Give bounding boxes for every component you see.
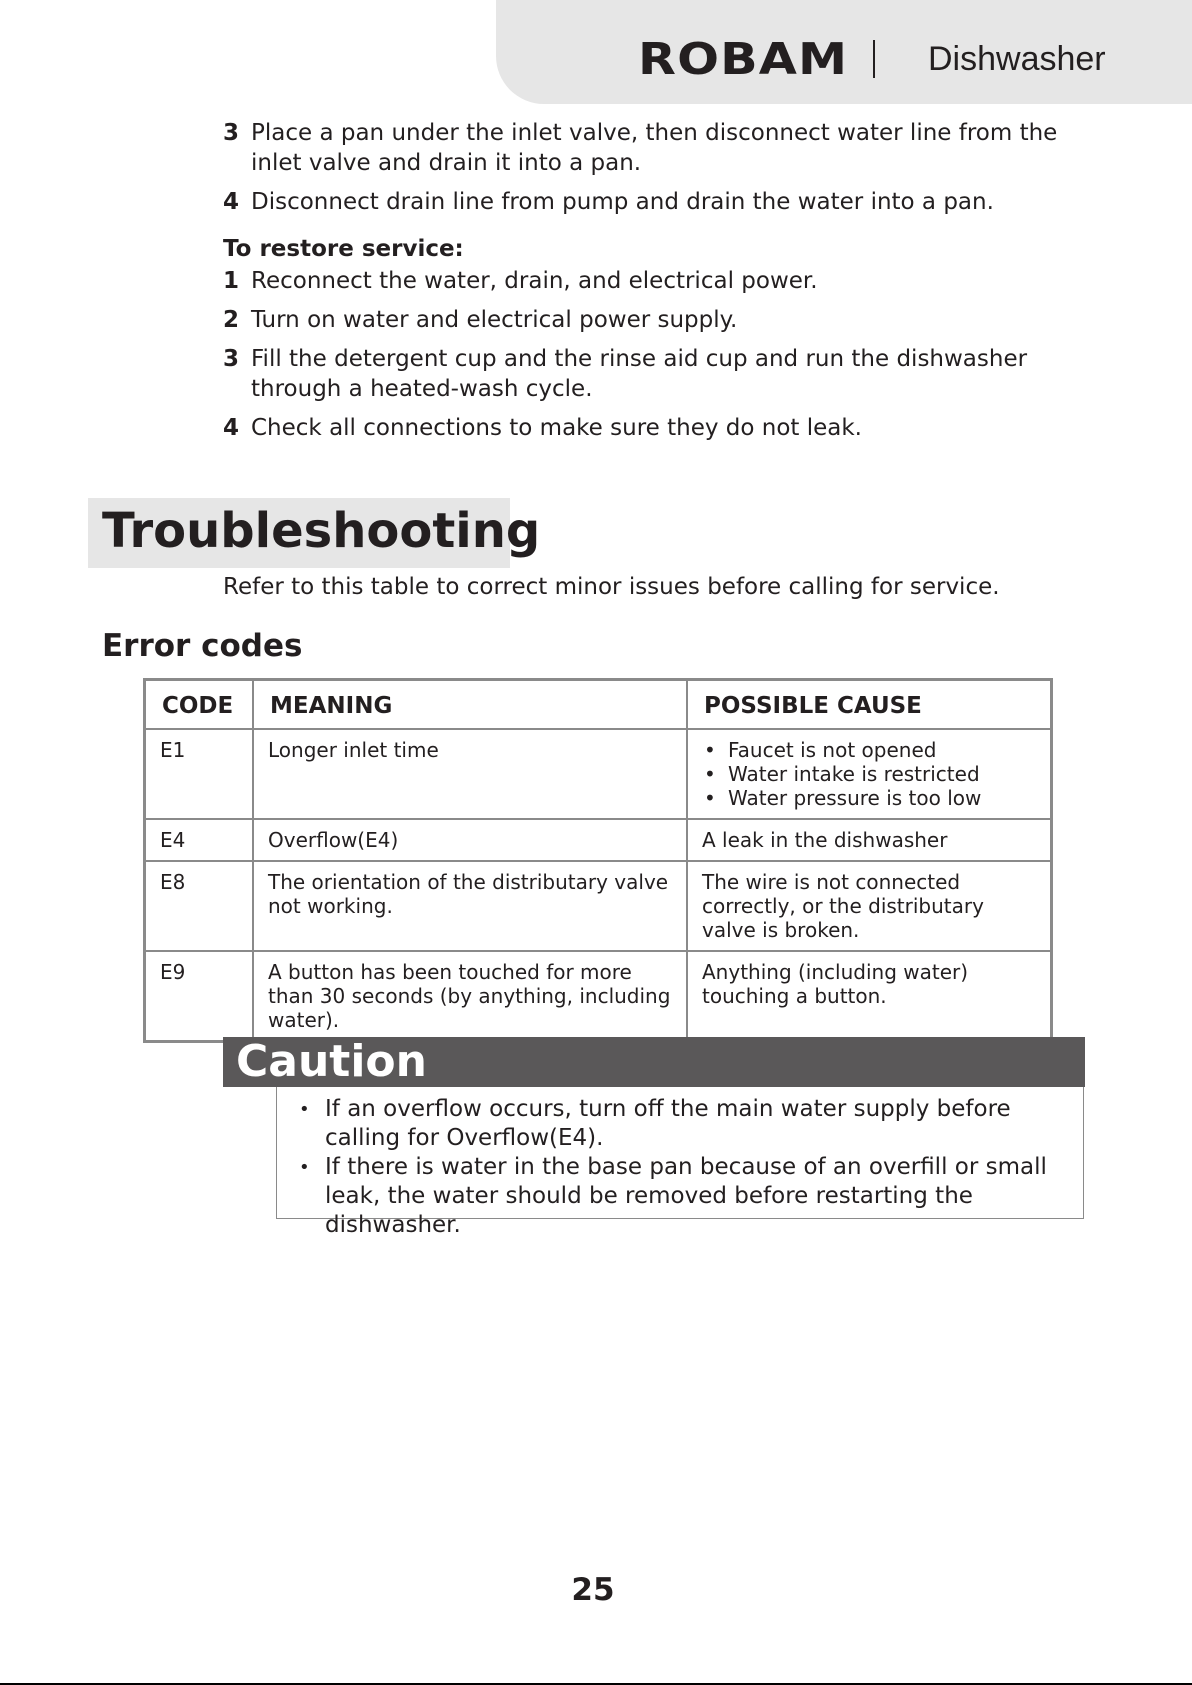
table-header-row [145,680,1052,730]
table-row [145,861,1052,951]
step-number: 2 [223,307,240,333]
restore-service-heading: To restore service: [223,236,464,262]
cause-cell [687,729,1052,819]
meaning-cell: Longer inlet time [253,729,687,819]
caution-list [293,1095,1073,1240]
meaning-cell: The orientation of the distributary valve not working. [253,861,687,951]
step-number: 3 [223,346,240,372]
meaning-cell: Overflow(E4) [253,819,687,861]
cause-item: • Faucet is not opened [702,738,1036,762]
step-item [223,266,1103,296]
product-name: Dishwasher [928,40,1106,78]
step-text: Reconnect the water, drain, and electrical power. [251,268,818,294]
step-text: Fill the detergent cup and the rinse aid cup and run the dishwasher through a heated-wash cycle. [251,346,1028,402]
caution-item: • If there is water in the base pan because of an overfill or small leak, the water should be removed before restarting the dishwasher. [293,1153,1073,1240]
code-cell: E9 [145,951,254,1042]
cause-item: • Water pressure is too low [702,786,1036,810]
cause-cell: The wire is not connected correctly, or the distributary valve is broken. [687,861,1052,951]
step-item [223,413,1103,443]
caution-box [276,1087,1084,1238]
restore-steps [223,266,1103,452]
code-cell: E1 [145,729,254,819]
cause-list [702,738,1036,810]
step-item [223,305,1103,335]
step-item [223,187,1103,217]
step-text: Disconnect drain line from pump and drain the water into a pan. [251,189,994,215]
table-row [145,819,1052,861]
page-number: 25 [571,1572,615,1608]
column-header-code: CODE [145,680,254,730]
step-item [223,344,1103,404]
error-codes-table [143,678,1053,1043]
step-text: Place a pan under the inlet valve, then disconnect water line from the inlet valve and drain it into a pan. [251,120,1058,176]
cause-cell: Anything (including water) touching a button. [687,951,1052,1042]
code-cell: E8 [145,861,254,951]
step-text: Check all connections to make sure they do not leak. [251,415,862,441]
brand-logo: ROBAM [638,34,849,85]
section-title: Troubleshooting [102,503,541,559]
table-row [145,729,1052,819]
caution-title: Caution [236,1036,427,1087]
column-header-meaning: MEANING [253,680,687,730]
step-text: Turn on water and electrical power supply. [251,307,738,333]
step-number: 4 [223,189,240,215]
code-cell: E4 [145,819,254,861]
column-header-cause: POSSIBLE CAUSE [687,680,1052,730]
header-separator [873,40,875,78]
step-number: 3 [223,120,240,146]
steps-continued [223,118,1103,226]
step-number: 4 [223,415,240,441]
step-number: 1 [223,268,240,294]
caution-item: • If an overflow occurs, turn off the main water supply before calling for Overflow(E4). [293,1095,1073,1153]
subsection-title: Error codes [102,628,303,664]
step-item [223,118,1103,178]
section-intro: Refer to this table to correct minor issues before calling for service. [223,574,1000,600]
cause-cell: A leak in the dishwasher [687,819,1052,861]
table-row [145,951,1052,1042]
cause-item: • Water intake is restricted [702,762,1036,786]
meaning-cell: A button has been touched for more than 30 seconds (by anything, including water). [253,951,687,1042]
